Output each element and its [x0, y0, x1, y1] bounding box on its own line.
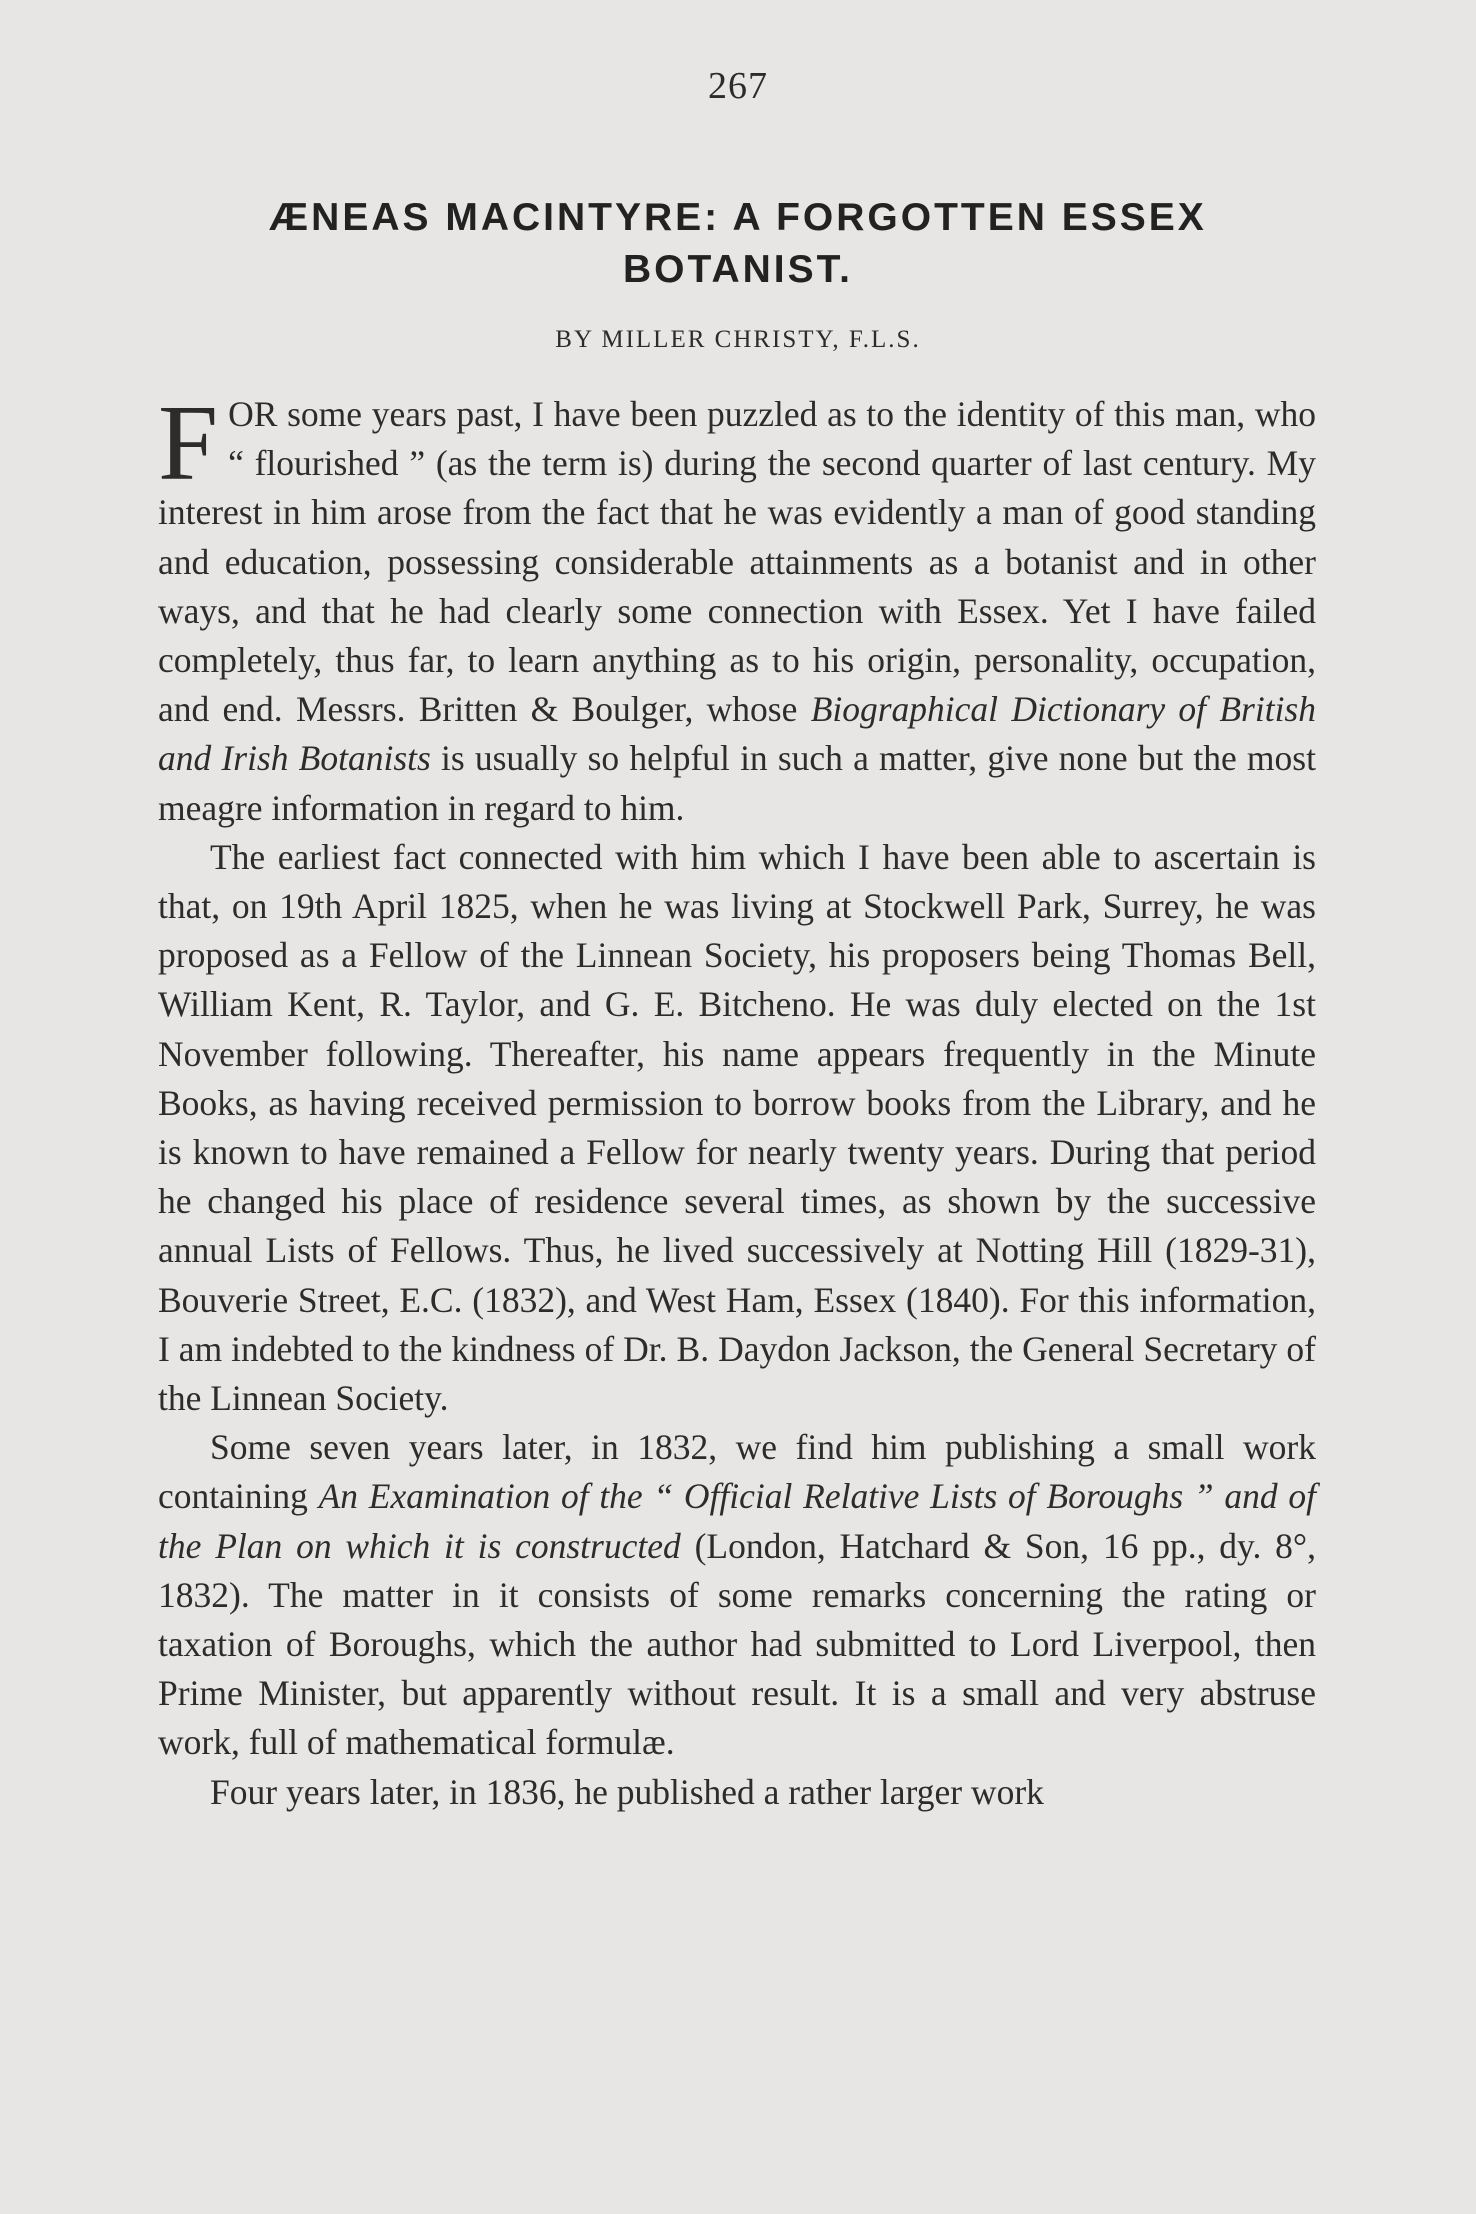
paragraph-4: Four years later, in 1836, he published a rather larger work — [210, 1771, 1044, 1812]
article-body — [158, 384, 1317, 1817]
paragraph-2: The earliest fact connected with him which I have been able to ascertain is that, on 19th April 1825, when he was living at Stockwell Park, Surrey, he was proposed as a Fellow of the Linnean Society, his proposers being Thomas Bell, William Kent, R. Taylor, and G. E. Bitcheno. He was duly elected on the 1st November following. Thereafter, his name appears frequently in the Minute Books, as having received permission to borrow books from the Library, and he is known to have remained a Fellow for nearly twenty years. During that period he changed his place of residence several times, as shown by the successive annual Lists of Fellows. Thus, he lived successively at Notting Hill (1829-31), Bouverie Street, E.C. (1832), and West Ham, Essex (1840). For this information, I am indebted to the kindness of Dr. B. Daydon Jackson, the General Secretary of the Linnean Society. — [158, 836, 1316, 1419]
paragraph-1-tail: is usually so helpful in such a matter, give none but the most meagre information in regard to him. — [158, 738, 1316, 828]
page-number: 267 — [708, 65, 768, 107]
paragraph-3-tail: (London, Hatchard & Son, 16 pp., dy. 8°, 1832). The matter in it consists of some remarks concerning the rating or taxation of Boroughs, which the author had submitted to Lord Liverpool, then Prime Minister, but apparently without result. It is a small and very abstruse work, full of mathematical formulæ. — [158, 1525, 1316, 1763]
paragraph-3 — [158, 1423, 1316, 1767]
paragraph-1-lead: OR — [228, 394, 278, 434]
paragraph-3-book-title: An Examination of the “ Official Relative Lists of Boroughs ” and of the Plan on which it is constructed — [158, 1476, 1316, 1566]
paragraph-3-lead: Some seven years later, in 1832, we find him publishing a small work containing — [158, 1427, 1316, 1517]
paragraph-1-book-title: Biographical Dictionary of British and Irish Botanists — [158, 689, 1317, 779]
article-title: ÆNEAS MACINTYRE: A FORGOTTEN ESSEX BOTANIST. — [269, 196, 1207, 291]
drop-cap: F — [158, 384, 219, 503]
paragraph-1-text: some years past, I have been puzzled as to the identity of this man, who “ flourished ” (as the term is) during the second quarter of last century. My interest in him arose from the fact that he was evidently a man of good standing and education, possessing considerable attainments as a botanist and in other ways, and that he had clearly some connection with Essex. Yet I have failed completely, thus far, to learn anything as to his origin, personality, occupation, and end. Messrs. Britten & Boulger, whose — [158, 394, 1316, 730]
paragraph-1 — [158, 384, 1317, 833]
author-byline: BY MILLER CHRISTY, F.L.S. — [555, 326, 921, 353]
